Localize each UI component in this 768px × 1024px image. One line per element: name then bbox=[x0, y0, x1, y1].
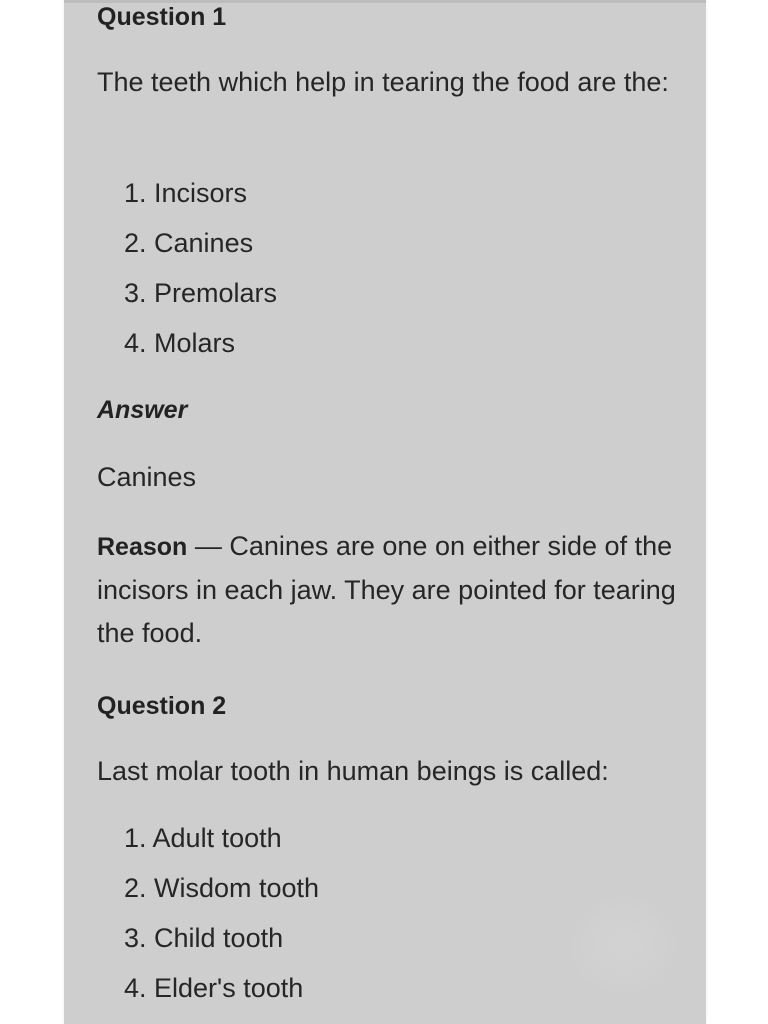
question-2-heading: Question 2 bbox=[97, 692, 227, 720]
question-1-heading: Question 1 bbox=[97, 3, 227, 31]
question-1-option: 1. Incisors bbox=[124, 178, 248, 208]
question-1-option: 3. Premolars bbox=[124, 278, 278, 308]
question-1-options bbox=[124, 168, 277, 368]
question-1-answer: Canines bbox=[97, 462, 197, 492]
reason-label: Reason bbox=[97, 533, 188, 561]
question-1-answer-heading: Answer bbox=[97, 396, 188, 424]
question-2-option: 2. Wisdom tooth bbox=[124, 873, 320, 903]
question-2-option: 1. Adult tooth bbox=[124, 823, 282, 853]
question-2-option: 3. Child tooth bbox=[124, 923, 284, 953]
question-1-option: 2. Canines bbox=[124, 228, 254, 258]
background-smudge bbox=[564, 890, 684, 1000]
document-page bbox=[64, 0, 706, 1024]
question-1-text: The teeth which help in tearing the food are the: bbox=[97, 67, 669, 97]
question-2-options bbox=[124, 813, 319, 1013]
reason-text: — Canines are one on either side of the incisors in each jaw. They are pointed for tearing the food. bbox=[97, 531, 676, 648]
question-1-reason bbox=[97, 525, 687, 655]
question-1-option: 4. Molars bbox=[124, 328, 236, 358]
question-2-text: Last molar tooth in human beings is called: bbox=[97, 756, 609, 786]
question-2-option: 4. Elder's tooth bbox=[124, 973, 304, 1003]
